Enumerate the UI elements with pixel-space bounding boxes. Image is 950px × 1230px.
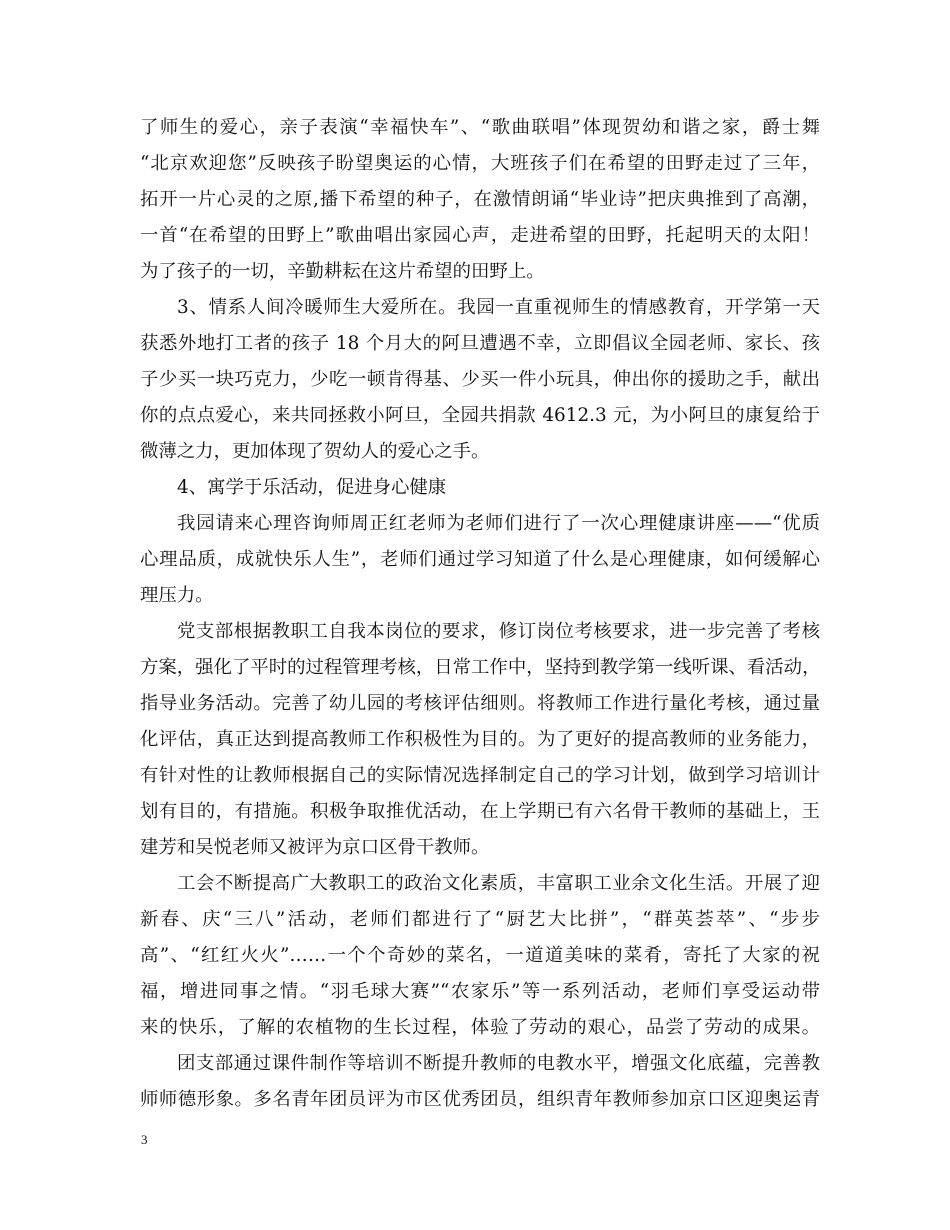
page-number: 3	[141, 1132, 148, 1147]
section-3-heading-line: 3、情系人间冷暖师生大爱所在。我园一直重视师生的情感教育，开学第一天	[177, 297, 820, 318]
body-text-line: 子少买一块巧克力，少吃一顿肯得基、少买一件小玩具，伸出你的援助之手，献出	[140, 369, 820, 390]
body-text-line: “北京欢迎您”反映孩子盼望奥运的心情，大班孩子们在希望的田野走过了三年，	[140, 153, 820, 174]
body-text-line: 为了孩子的一切，辛勤耕耘在这片希望的田野上。	[140, 261, 545, 282]
body-text-line: 方案，强化了平时的过程管理考核，日常工作中，坚持到教学第一线听课、看活动，	[140, 657, 820, 678]
body-text-line: 师师德形象。多名青年团员评为市区优秀团员，组织青年教师参加京口区迎奥运青	[140, 1089, 820, 1110]
body-text-line: 有针对性的让教师根据自己的实际情况选择制定自己的学习计划，做到学习培训计	[140, 765, 820, 786]
body-text-line: 你的点点爱心，来共同拯救小阿旦，全园共捐款 4612.3 元，为小阿旦的康复给于	[140, 405, 820, 426]
body-text-line: 化评估，真正达到提高教师工作积极性为目的。为了更好的提高教师的业务能力，	[140, 729, 820, 750]
body-text-line: 团支部通过课件制作等培训不断提升教师的电教水平，增强文化底蕴，完善教	[177, 1053, 820, 1074]
body-text-line: 我园请来心理咨询师周正红老师为老师们进行了一次心理健康讲座——“优质	[177, 513, 820, 534]
body-text-line: 理压力。	[140, 585, 214, 606]
body-text-line: 党支部根据教职工自我本岗位的要求，修订岗位考核要求，进一步完善了考核	[177, 621, 820, 642]
body-text-line: 拓开一片心灵的之原,播下希望的种子，在激情朗诵“毕业诗”把庆典推到了高潮，	[140, 189, 820, 210]
body-text-line: 建芳和吴悦老师又被评为京口区骨干教师。	[140, 837, 490, 858]
body-text-line: 来的快乐，了解的农植物的生长过程，体验了劳动的艰心，品尝了劳动的成果。	[140, 1017, 820, 1038]
body-text-line: 微薄之力，更加体现了贺幼人的爱心之手。	[140, 441, 490, 462]
body-text-line: 高”、“红红火火”……一个个奇妙的菜名，一道道美味的菜肴，寄托了大家的祝	[140, 945, 820, 966]
section-4-heading: 4、寓学于乐活动，促进身心健康	[177, 477, 447, 498]
body-text-line: 了师生的爱心，亲子表演“幸福快车”、“歌曲联唱”体现贺幼和谐之家，爵士舞	[140, 117, 820, 138]
body-text-line: 新春、庆“三八”活动，老师们都进行了“厨艺大比拼”，“群英荟萃”、“步步	[140, 909, 820, 930]
body-text-line: 福，增进同事之情。“羽毛球大赛”“农家乐”等一系列活动，老师们享受运动带	[140, 981, 820, 1002]
body-text-line: 划有目的，有措施。积极争取推优活动，在上学期已有六名骨干教师的基础上，王	[140, 801, 820, 822]
body-text-line: 心理品质，成就快乐人生”，老师们通过学习知道了什么是心理健康，如何缓解心	[140, 549, 820, 570]
body-text-line: 一首“在希望的田野上”歌曲唱出家园心声，走进希望的田野，托起明天的太阳！	[140, 225, 820, 246]
body-text-line: 获悉外地打工者的孩子 18 个月大的阿旦遭遇不幸，立即倡议全园老师、家长、孩	[140, 333, 820, 354]
body-text-line: 工会不断提高广大教职工的政治文化素质，丰富职工业余文化生活。开展了迎	[177, 873, 820, 894]
body-text-line: 指导业务活动。完善了幼儿园的考核评估细则。将教师工作进行量化考核，通过量	[140, 693, 820, 714]
